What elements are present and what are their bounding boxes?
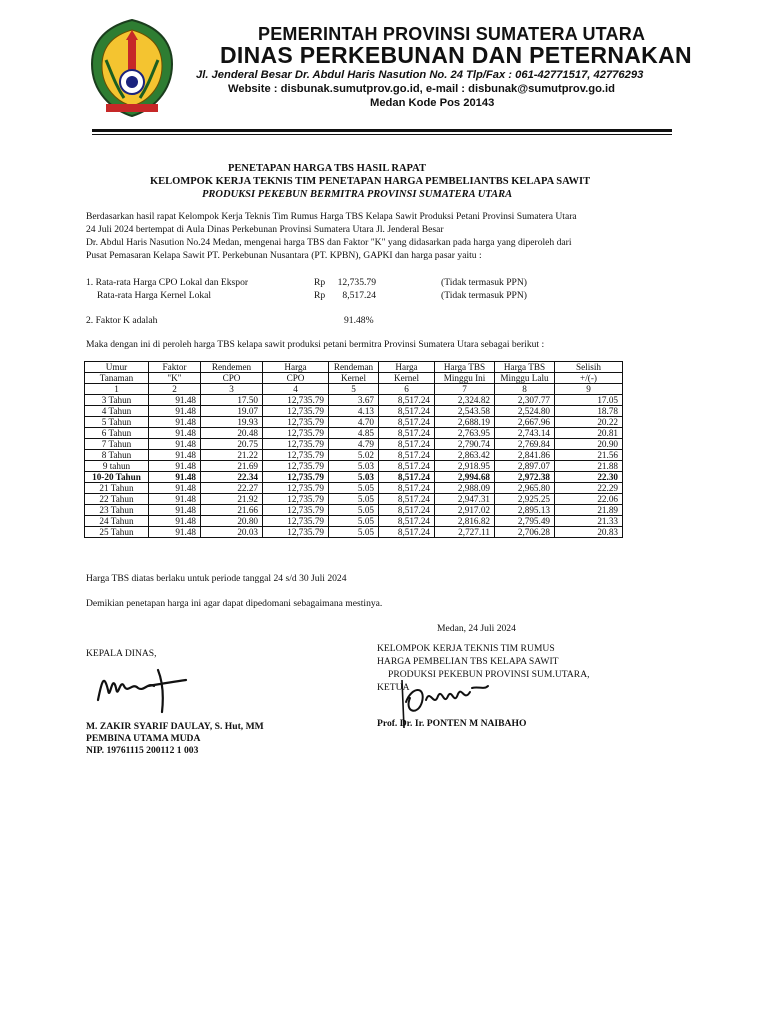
table-cell: 2 [149, 384, 201, 395]
table-cell: 20.90 [555, 439, 623, 450]
table-header-row [85, 373, 623, 384]
table-cell: 7 Tahun [85, 439, 149, 450]
table-row [85, 428, 623, 439]
cpo-price-label: 1. Rata-rata Harga CPO Lokal dan Ekspor [86, 277, 249, 288]
table-cell: 2,841.86 [495, 450, 555, 461]
table-cell: 8 [495, 384, 555, 395]
kernel-price-note: (Tidak termasuk PPN) [441, 290, 527, 301]
table-cell: 22.27 [201, 483, 263, 494]
table-row [85, 406, 623, 417]
table-cell: 91.48 [149, 428, 201, 439]
table-cell: 8,517.24 [379, 461, 435, 472]
table-cell: 22.30 [555, 472, 623, 483]
cpo-price-value: 12,735.79 [337, 277, 376, 288]
table-cell: CPO [263, 373, 329, 384]
table-cell: Kernel [329, 373, 379, 384]
table-cell: 91.48 [149, 472, 201, 483]
table-cell: 2,688.19 [435, 417, 495, 428]
table-cell: 91.48 [149, 417, 201, 428]
table-cell: 8,517.24 [379, 406, 435, 417]
kernel-price-currency: Rp [314, 290, 326, 301]
table-cell: 21.22 [201, 450, 263, 461]
table-cell: 20.83 [555, 527, 623, 538]
table-cell: 12,735.79 [263, 406, 329, 417]
table-cell: 5.02 [329, 450, 379, 461]
table-cell: 12,735.79 [263, 428, 329, 439]
table-cell: 4 Tahun [85, 406, 149, 417]
letterhead-government: PEMERINTAH PROVINSI SUMATERA UTARA [258, 24, 646, 44]
table-cell: 18.78 [555, 406, 623, 417]
left-signatory-title: KEPALA DINAS, [86, 648, 157, 659]
table-cell: 91.48 [149, 505, 201, 516]
document-title-line2: KELOMPOK KERJA TEKNIS TIM PENETAPAN HARGA PEMBELIANTBS KELAPA SAWIT [150, 176, 591, 187]
k-factor-value: 91.48% [344, 315, 374, 326]
intro-line: 24 Juli 2024 bertempat di Aula Dinas Perkebunan Provinsi Sumatera Utara Jl. Jenderal Besar [86, 224, 444, 235]
table-cell: 5 Tahun [85, 417, 149, 428]
validity-note: Harga TBS diatas berlaku untuk periode tanggal 24 s/d 30 Juli 2024 [86, 573, 347, 584]
table-cell: 2,543.58 [435, 406, 495, 417]
table-cell: 21.88 [555, 461, 623, 472]
table-cell: 6 Tahun [85, 428, 149, 439]
table-cell: 5.03 [329, 472, 379, 483]
table-cell: Rendeman [329, 362, 379, 373]
intro-line: Pusat Pemasaran Kelapa Sawit PT. Perkebunan Nusantara (PT. KPBN), GAPKI dan harga pasar yaitu : [86, 250, 482, 261]
table-cell: 3 Tahun [85, 395, 149, 406]
table-row [85, 483, 623, 494]
right-signatory-line2: HARGA PEMBELIAN TBS KELAPA SAWIT [377, 656, 559, 667]
closing-note: Demikian penetapan harga ini agar dapat dipedomani sebagaimana mestinya. [86, 598, 383, 609]
table-cell: 7 [435, 384, 495, 395]
table-cell: 8,517.24 [379, 527, 435, 538]
table-cell: 91.48 [149, 406, 201, 417]
table-cell: Harga [263, 362, 329, 373]
table-header-row [85, 362, 623, 373]
document-title-line3: PRODUKSI PEKEBUN BERMITRA PROVINSI SUMATERA UTARA [202, 189, 513, 200]
table-cell: 17.05 [555, 395, 623, 406]
table-cell: 2,994.68 [435, 472, 495, 483]
table-cell: 4 [263, 384, 329, 395]
letterhead-department: DINAS PERKEBUNAN DAN PETERNAKAN [220, 42, 692, 68]
table-cell: 5.05 [329, 483, 379, 494]
table-cell: 12,735.79 [263, 450, 329, 461]
table-cell: 20.81 [555, 428, 623, 439]
left-signatory-nip: NIP. 19761115 200112 1 003 [86, 745, 199, 756]
table-cell: 22.29 [555, 483, 623, 494]
table-row [85, 450, 623, 461]
intro-line: Berdasarkan hasil rapat Kelompok Kerja Teknis Tim Rumus Harga TBS Kelapa Sawit Produksi Petani Provinsi Sumatera Utara [86, 211, 577, 222]
table-cell: 3 [201, 384, 263, 395]
table-cell: 2,743.14 [495, 428, 555, 439]
table-cell: 2,965.80 [495, 483, 555, 494]
table-cell: 5 [329, 384, 379, 395]
table-cell: 2,897.07 [495, 461, 555, 472]
table-cell: 19.07 [201, 406, 263, 417]
right-signatory-line3: PRODUKSI PEKEBUN PROVINSI SUM.UTARA, [388, 669, 590, 680]
table-cell: 91.48 [149, 527, 201, 538]
table-cell: 2,947.31 [435, 494, 495, 505]
table-cell: 2,918.95 [435, 461, 495, 472]
table-cell: 5.05 [329, 516, 379, 527]
table-cell: Harga TBS [435, 362, 495, 373]
table-cell: 2,863.42 [435, 450, 495, 461]
left-signatory-rank: PEMBINA UTAMA MUDA [86, 733, 201, 744]
table-cell: 4.70 [329, 417, 379, 428]
table-cell: Faktor [149, 362, 201, 373]
table-row [85, 417, 623, 428]
cpo-price-currency: Rp [314, 277, 326, 288]
table-cell: 25 Tahun [85, 527, 149, 538]
table-cell: 5.05 [329, 527, 379, 538]
table-cell: 91.48 [149, 494, 201, 505]
table-cell: 2,795.49 [495, 516, 555, 527]
table-row [85, 505, 623, 516]
table-cell: 5.05 [329, 494, 379, 505]
table-cell: 21.89 [555, 505, 623, 516]
right-signatory-line1: KELOMPOK KERJA TEKNIS TIM RUMUS [377, 643, 555, 654]
place-date: Medan, 24 Juli 2024 [437, 623, 516, 634]
table-cell: Harga [379, 362, 435, 373]
table-cell: 2,324.82 [435, 395, 495, 406]
table-cell: 12,735.79 [263, 516, 329, 527]
table-cell: 8,517.24 [379, 472, 435, 483]
table-cell: 21 Tahun [85, 483, 149, 494]
table-cell: 12,735.79 [263, 527, 329, 538]
table-cell: 21.56 [555, 450, 623, 461]
table-cell: 8,517.24 [379, 439, 435, 450]
table-cell: 22 Tahun [85, 494, 149, 505]
table-cell: 12,735.79 [263, 461, 329, 472]
table-cell: 17.50 [201, 395, 263, 406]
table-cell: 91.48 [149, 450, 201, 461]
table-cell: 2,917.02 [435, 505, 495, 516]
table-cell: 91.48 [149, 439, 201, 450]
intro-paragraph [86, 210, 577, 262]
table-cell: 20.03 [201, 527, 263, 538]
left-signature-handwritten [92, 660, 192, 720]
table-cell: 5.05 [329, 505, 379, 516]
table-cell: Minggu Lalu [495, 373, 555, 384]
table-cell: Kernel [379, 373, 435, 384]
table-cell: 5.03 [329, 461, 379, 472]
table-cell: 8,517.24 [379, 483, 435, 494]
k-factor-label: 2. Faktor K adalah [86, 315, 158, 326]
table-cell: 20.22 [555, 417, 623, 428]
table-cell: 2,988.09 [435, 483, 495, 494]
right-signatory-name: Prof. Dr. Ir. PONTEN M NAIBAHO [377, 718, 527, 729]
left-signatory-name: M. ZAKIR SYARIF DAULAY, S. Hut, MM [86, 721, 264, 732]
table-cell: 23 Tahun [85, 505, 149, 516]
table-cell: 8,517.24 [379, 494, 435, 505]
table-cell: 21.33 [555, 516, 623, 527]
table-cell: 91.48 [149, 395, 201, 406]
table-cell: 2,727.11 [435, 527, 495, 538]
table-cell: 2,307.77 [495, 395, 555, 406]
table-cell: 19.93 [201, 417, 263, 428]
cpo-price-note: (Tidak termasuk PPN) [441, 277, 527, 288]
table-cell: 2,763.95 [435, 428, 495, 439]
table-cell: 20.80 [201, 516, 263, 527]
table-cell: 12,735.79 [263, 494, 329, 505]
table-cell: Minggu Ini [435, 373, 495, 384]
table-cell: 22.34 [201, 472, 263, 483]
table-cell: 8,517.24 [379, 417, 435, 428]
table-cell: 1 [85, 384, 149, 395]
table-cell: 2,972.38 [495, 472, 555, 483]
table-cell: 10-20 Tahun [85, 472, 149, 483]
table-row [85, 472, 623, 483]
table-cell: 21.66 [201, 505, 263, 516]
table-row [85, 494, 623, 505]
table-row [85, 516, 623, 527]
table-cell: 12,735.79 [263, 439, 329, 450]
table-row [85, 461, 623, 472]
table-cell: Umur [85, 362, 149, 373]
table-cell: Rendemen [201, 362, 263, 373]
table-cell: 21.92 [201, 494, 263, 505]
table-cell: Tanaman [85, 373, 149, 384]
table-cell: 91.48 [149, 516, 201, 527]
letterhead-postal: Medan Kode Pos 20143 [370, 97, 495, 109]
table-cell: Harga TBS [495, 362, 555, 373]
table-lead-text: Maka dengan ini di peroleh harga TBS kelapa sawit produksi petani bermitra Provinsi Sumatera Utara sebagai berikut : [86, 339, 545, 350]
table-cell: 6 [379, 384, 435, 395]
table-cell: 2,816.82 [435, 516, 495, 527]
table-cell: 2,524.80 [495, 406, 555, 417]
table-cell: 9 tahun [85, 461, 149, 472]
table-cell: 2,769.84 [495, 439, 555, 450]
table-cell: 2,667.96 [495, 417, 555, 428]
table-cell: "K" [149, 373, 201, 384]
table-cell: 91.48 [149, 483, 201, 494]
table-cell: 2,895.13 [495, 505, 555, 516]
table-cell: 20.75 [201, 439, 263, 450]
table-cell: 12,735.79 [263, 417, 329, 428]
table-cell: Selisih [555, 362, 623, 373]
table-cell: 4.79 [329, 439, 379, 450]
letterhead-rule-thin [92, 134, 672, 135]
table-cell: 8,517.24 [379, 428, 435, 439]
table-cell: 8,517.24 [379, 450, 435, 461]
table-cell: 24 Tahun [85, 516, 149, 527]
table-cell: 91.48 [149, 461, 201, 472]
table-cell: 12,735.79 [263, 395, 329, 406]
letterhead-website: Website : disbunak.sumutprov.go.id, e-mail : disbunak@sumutprov.go.id [228, 83, 615, 95]
table-cell: 8 Tahun [85, 450, 149, 461]
province-emblem-logo [86, 16, 178, 120]
letterhead-address: Jl. Jenderal Besar Dr. Abdul Haris Nasution No. 24 Tlp/Fax : 061-42771517, 42776293 [196, 69, 644, 81]
table-cell: 4.85 [329, 428, 379, 439]
letterhead-rule-thick [92, 129, 672, 132]
table-row [85, 395, 623, 406]
table-index-row [85, 384, 623, 395]
table-cell: 8,517.24 [379, 505, 435, 516]
table-cell: 12,735.79 [263, 472, 329, 483]
table-cell: 4.13 [329, 406, 379, 417]
kernel-price-label: Rata-rata Harga Kernel Lokal [97, 290, 212, 301]
table-row [85, 439, 623, 450]
table-cell: 2,706.28 [495, 527, 555, 538]
right-signatory-line4: KETUA [377, 682, 410, 693]
table-cell: +/(-) [555, 373, 623, 384]
table-cell: 12,735.79 [263, 483, 329, 494]
table-cell: 20.48 [201, 428, 263, 439]
table-cell: 12,735.79 [263, 505, 329, 516]
table-cell: 22.06 [555, 494, 623, 505]
tbs-price-table [84, 361, 623, 538]
table-row [85, 527, 623, 538]
kernel-price-value: 8,517.24 [342, 290, 376, 301]
table-cell: 8,517.24 [379, 516, 435, 527]
table-cell: 9 [555, 384, 623, 395]
table-cell: 8,517.24 [379, 395, 435, 406]
table-cell: 3.67 [329, 395, 379, 406]
document-title-line1: PENETAPAN HARGA TBS HASIL RAPAT [228, 163, 426, 174]
intro-line: Dr. Abdul Haris Nasution No.24 Medan, mengenai harga TBS dan Faktor "K" yang didasarkan pada harga yang diperoleh dari [86, 237, 572, 248]
table-cell: 2,925.25 [495, 494, 555, 505]
table-cell: 2,790.74 [435, 439, 495, 450]
table-cell: CPO [201, 373, 263, 384]
table-cell: 21.69 [201, 461, 263, 472]
